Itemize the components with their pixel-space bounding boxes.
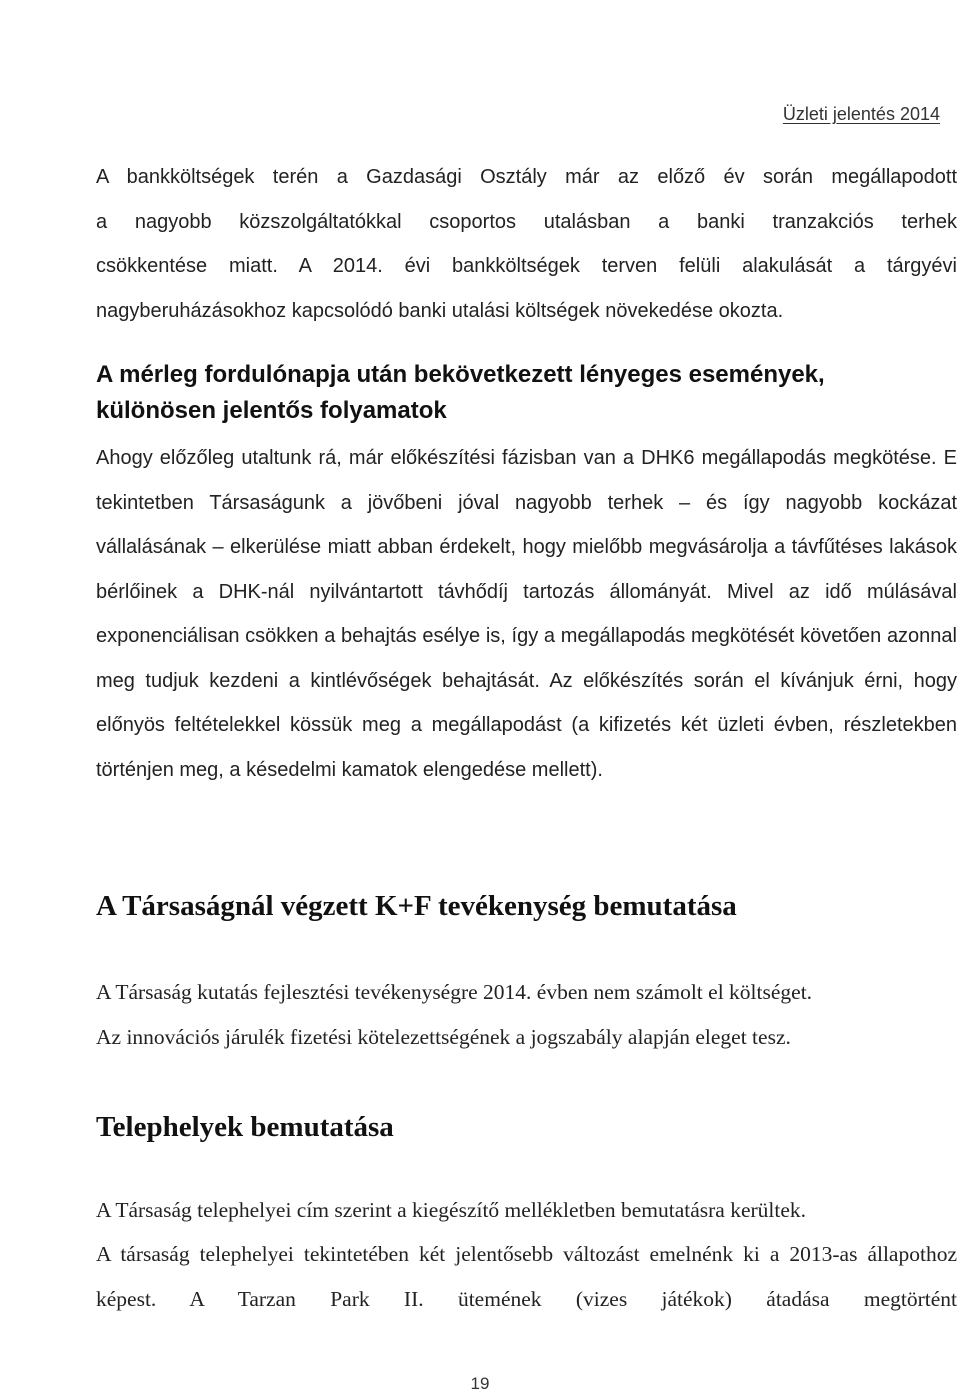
text-line: csökkentése miatt. A 2014. évi bankköltségek terven felüli alakulását a tárgyévi <box>96 255 957 277</box>
sites-line: A Társaság telephelyei cím szerint a kiegészítő mellékletben bemutatásra kerültek. <box>96 1198 807 1222</box>
rnd-paragraph <box>96 970 957 1059</box>
section-heading-sites: Telephelyek bemutatása <box>96 1111 394 1143</box>
report-header: Üzleti jelentés 2014 <box>782 104 940 124</box>
section-heading-rnd: A Társaságnál végzett K+F tevékenység bemutatása <box>96 890 737 922</box>
text-line: A bankköltségek terén a Gazdasági Osztály már az előző év során megállapodott <box>96 166 957 188</box>
events-paragraph: Ahogy előzőleg utaltunk rá, már előkészítési fázisban van a DHK6 megállapodás megkötése. E tekintetben Társaságunk a jövőbeni jóval nagyobb terhek – és így nagyobb kockázat vállalásának – elkerülése miatt abban érdekelt, hogy mielőbb megvásárolja a távfűtéses lakások bérlőinek a DHK-nál nyilvántartott távhődíj tartozás állományát. Mivel az idő múlásával exponenciálisan csökken a behajtás esélye is, így a megállapodás megkötését követően azonnal meg tudjuk kezdeni a kintlévőségek behajtását. Az előkészítés során el kívánjuk érni, hogy előnyös feltételekkel kössük meg a megállapodást (a kifizetés két üzleti évben, részletekben történjen meg, a késedelmi kamatok elengedése mellett). <box>96 447 957 781</box>
bank-costs-paragraph <box>96 155 957 333</box>
text-line: nagyberuházásokhoz kapcsolódó banki utalási költségek növekedése okozta. <box>96 299 784 322</box>
text-line: A Társaság kutatás fejlesztési tevékenységre 2014. évben nem számolt el költséget. <box>96 980 813 1004</box>
page-number: 19 <box>470 1374 490 1393</box>
sites-paragraph: A társaság telephelyei tekintetében két jelentősebb változást emelnénk ki a 2013-as állapothoz képest. A Tarzan Park II. ütemének (vizes játékok) átadása megtörtént <box>96 1242 957 1311</box>
text-line: a nagyobb közszolgáltatókkal csoportos utalásban a banki tranzakciós terhek <box>96 210 957 233</box>
section-heading-events: A mérleg fordulónapja után bekövetkezett lényeges események, különösen jelentős folyamatok <box>96 361 825 424</box>
text-line: Az innovációs járulék fizetési kötelezettségének a jogszabály alapján eleget tesz. <box>96 1024 791 1049</box>
